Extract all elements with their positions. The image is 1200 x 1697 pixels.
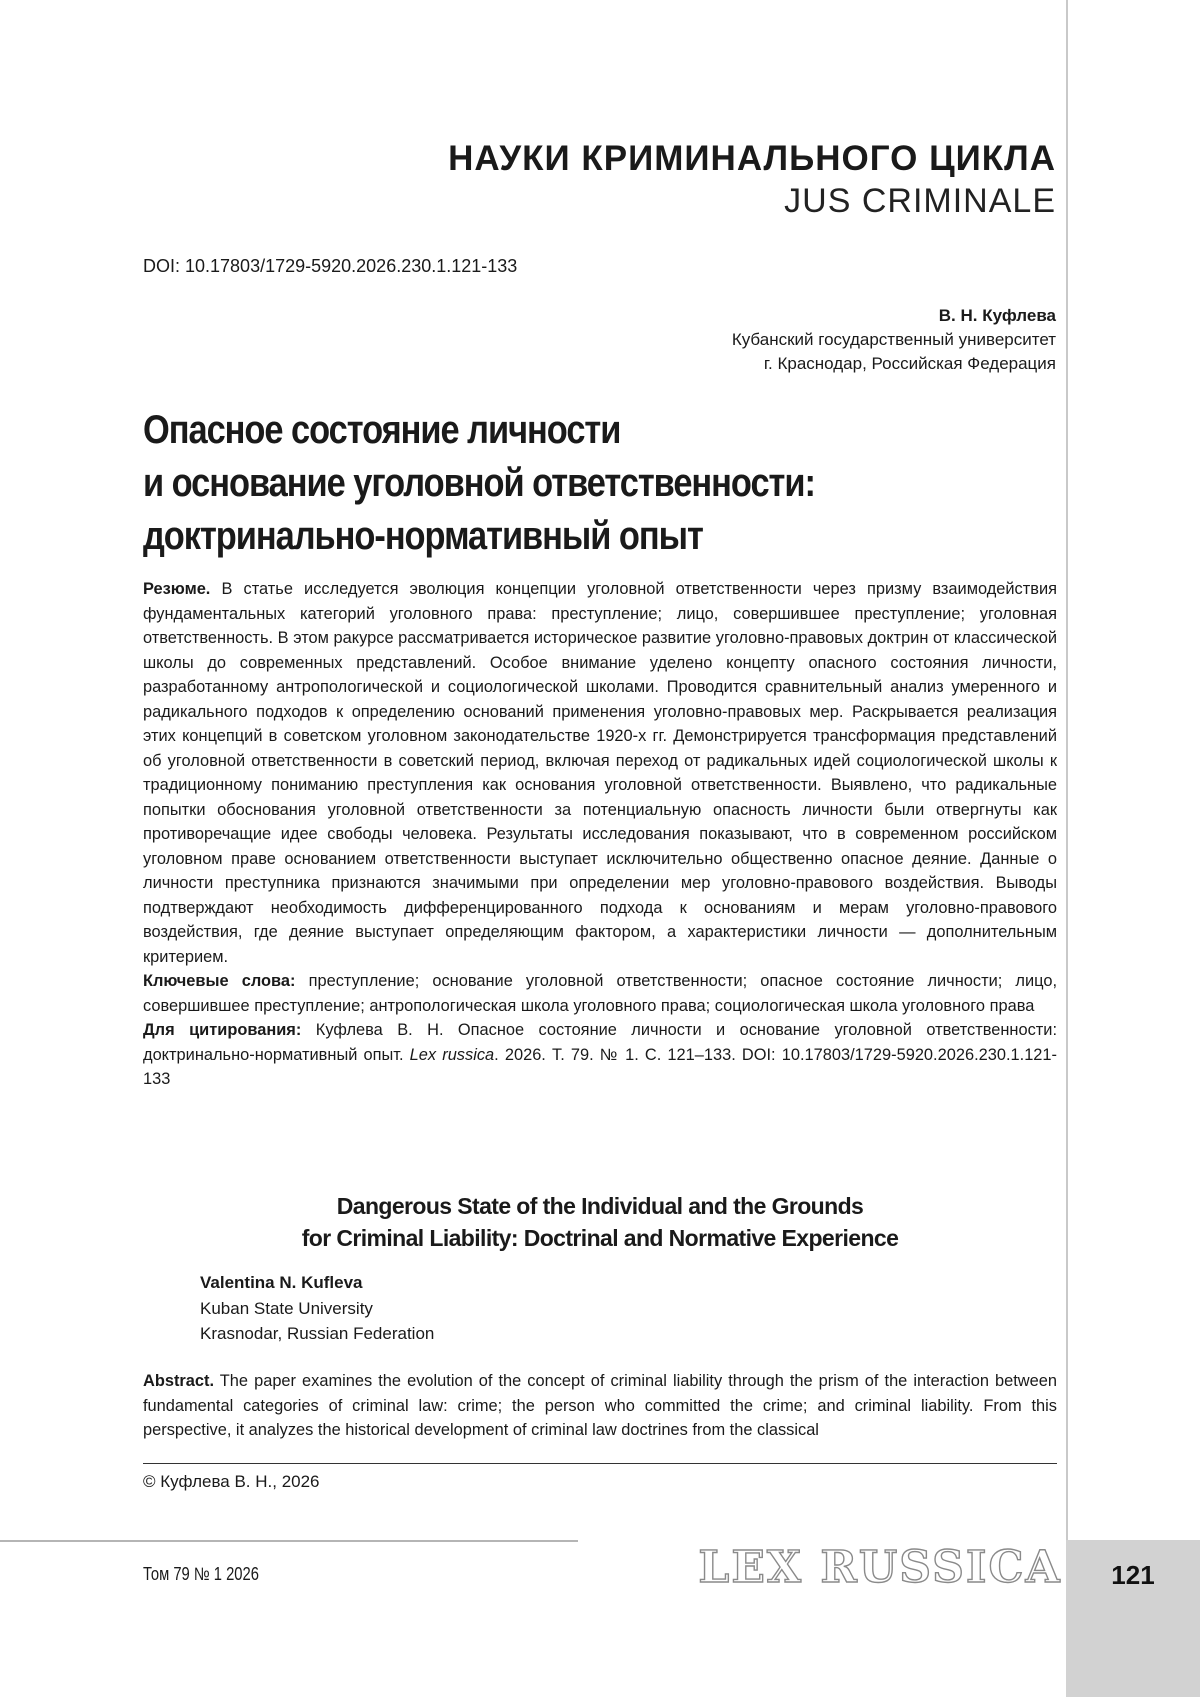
keywords-text: преступление; основание уголовной ответственности; опасное состояние личности; лицо, совершившее преступление; антропологическая школа уголовного права; социологическая школа уголовного права [143, 972, 1058, 1015]
author-name-en: Valentina N. Kufleva [200, 1273, 363, 1292]
citation-details: . 2026. Т. 79. № 1. С. 121–133. DOI: 10.17803/1729-5920.2026.230.1.121-133 [143, 1045, 1057, 1088]
journal-logo-text: LEX RUSSICA [698, 1542, 1062, 1593]
summary-paragraph [143, 577, 1057, 969]
copyright: © Куфлева В. Н., 2026 [143, 1472, 320, 1491]
article-title-en [143, 1190, 1057, 1254]
section-title: НАУКИ КРИМИНАЛЬНОГО ЦИКЛА [448, 139, 1056, 178]
section-subtitle: JUS CRIMINALE [784, 182, 1056, 220]
title-en-line: for Criminal Liability: Doctrinal and Normative Experience [301, 1225, 899, 1251]
author-location-ru: г. Краснодар, Российская Федерация [763, 354, 1056, 373]
title-ru-line: Опасное состояние личности [143, 408, 621, 452]
citation-label: Для цитирования: [143, 1021, 302, 1039]
keywords-label: Ключевые слова: [143, 972, 296, 990]
abstract-label: Abstract. [143, 1372, 215, 1390]
abstract-text: The paper examines the evolution of the concept of criminal liability through the prism of the interaction between fundamental categories of criminal law: crime; the person who committed the crime; and criminal liability. From this perspective, it analyzes the historical development of criminal law doctrines from the classical [143, 1372, 1057, 1439]
title-ru-line: доктринально-нормативный опыт [143, 514, 703, 558]
author-location-en: Krasnodar, Russian Federation [200, 1324, 435, 1343]
right-margin-bar [1066, 0, 1200, 1697]
citation-text: Куфлева В. Н. Опасное состояние личности и основание уголовной ответственности: доктринально-нормативный опыт. [143, 1021, 1057, 1064]
footer-divider [0, 1540, 578, 1542]
title-ru-line: и основание уголовной ответственности: [143, 461, 815, 505]
summary-label: Резюме. [143, 580, 211, 598]
abstract-ru [143, 577, 1057, 1092]
author-block-ru [732, 304, 1056, 376]
keywords-paragraph [143, 969, 1057, 1018]
author-block-en [200, 1270, 434, 1347]
author-affiliation-en: Kuban State University [200, 1298, 373, 1318]
author-affiliation-ru: Кубанский государственный университет [731, 330, 1056, 349]
journal-logo [698, 1536, 1062, 1596]
citation-journal: Lex russica [409, 1045, 495, 1064]
article-title-ru [143, 404, 934, 563]
doi: DOI: 10.17803/1729-5920.2026.230.1.121-133 [143, 256, 518, 276]
page-number: 121 [1111, 1560, 1155, 1590]
issue-info: Том 79 № 1 2026 [143, 1564, 259, 1584]
citation-paragraph [143, 1018, 1057, 1092]
author-name-ru: В. Н. Куфлева [938, 306, 1056, 325]
abstract-en [143, 1369, 1057, 1443]
summary-text: В статье исследуется эволюция концепции уголовной ответственности через призму взаимодействия фундаментальных категорий уголовного права: преступление; лицо, совершившее преступление; уголовная ответственность. В этом ракурсе рассматривается историческое развитие уголовно-правовых доктрин от классической школы до современных представлений. Особое внимание уделено концепту опасного состояния личности, разработанному антропологической и социологической школами. Проводится сравнительный анализ умеренного и радикального подходов к определению оснований применения уголовно-правовых мер. Раскрывается реализация этих концепций в советском уголовном законодательстве 1920-х гг. Демонстрируется трансформация представлений об уголовной ответственности в советский период, включая переход от радикальных идей социологической школы к традиционному пониманию преступления как основания уголовной ответственности. Выявлено, что радикальные попытки обоснования уголовной ответственности за потенциальную опасность личности были отвергнуты как противоречащие идее свободы человека. Результаты исследования показывают, что в современном российском уголовном праве основанием ответственности выступает исключительно общественно опасное деяние. Данные о личности преступника признаются значимыми при определении мер уголовно-правового воздействия. Выводы подтверждают необходимость дифференцированного подхода к основаниям и мерам уголовно-правового воздействия, где деяние выступает определяющим фактором, а характеристики личности — дополнительным критерием. [143, 580, 1057, 966]
title-en-line: Dangerous State of the Individual and the Grounds [336, 1193, 864, 1219]
copyright-divider [143, 1463, 1057, 1464]
